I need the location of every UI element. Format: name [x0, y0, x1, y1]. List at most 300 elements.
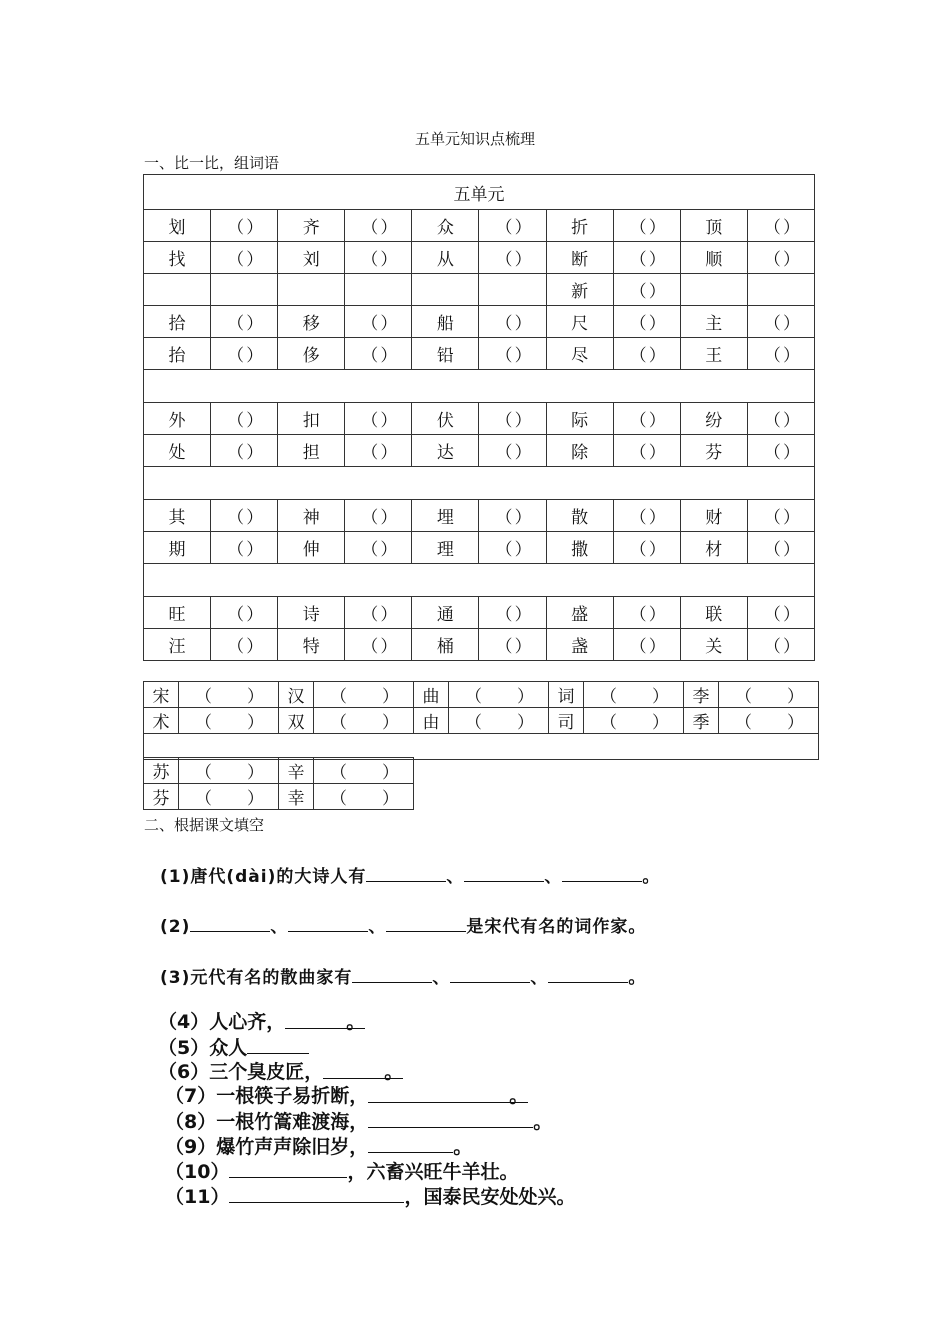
paren-open: （	[495, 218, 513, 238]
paren-close: ）	[247, 763, 264, 783]
paren-open: （	[227, 637, 245, 657]
answer-blank[interactable]	[211, 210, 278, 242]
paren-close: ）	[783, 346, 800, 366]
char-cell: 期	[144, 532, 211, 564]
answer-blank[interactable]	[211, 597, 278, 629]
paren-close: ）	[648, 443, 666, 463]
char-cell: 旺	[144, 597, 211, 629]
answer-blank[interactable]	[747, 210, 814, 242]
paren-open: （	[195, 687, 212, 707]
paren-close: ）	[783, 314, 800, 334]
paren-close: ）	[652, 713, 669, 733]
paren-close: ）	[648, 314, 666, 334]
paren-close: ）	[783, 605, 800, 625]
paren-open: （	[735, 713, 752, 733]
char-cell: 顶	[680, 210, 747, 242]
answer-blank[interactable]	[584, 708, 684, 734]
paren-open: （	[227, 443, 245, 463]
paren-open: （	[465, 687, 482, 707]
paren-open: （	[227, 346, 245, 366]
paren-close: ）	[380, 346, 398, 366]
char-cell: 联	[680, 597, 747, 629]
char-cell: 纷	[680, 403, 747, 435]
paren-close: ）	[514, 314, 532, 334]
blank[interactable]	[368, 1134, 453, 1153]
paren-open: （	[195, 713, 212, 733]
paren-open: （	[227, 411, 245, 431]
answer-blank[interactable]	[345, 435, 412, 467]
paren-close: ）	[648, 411, 666, 431]
char-cell: 苏	[144, 758, 179, 784]
char-cell: 汪	[144, 629, 211, 661]
paren-close: ）	[517, 713, 534, 733]
answer-blank	[345, 274, 412, 306]
answer-blank[interactable]	[584, 682, 684, 708]
paren-open: （	[495, 443, 513, 463]
paren-close: ）	[380, 411, 398, 431]
paren-open: （	[361, 218, 379, 238]
answer-blank[interactable]	[479, 210, 546, 242]
char-cell: 众	[412, 210, 479, 242]
paren-open: （	[763, 540, 781, 560]
blank[interactable]	[366, 863, 446, 882]
paren-close: ）	[648, 605, 666, 625]
paren-close: ）	[787, 687, 804, 707]
paren-open: （	[361, 540, 379, 560]
question-1: (1)唐代(dài)的大诗人有 、 、 。	[160, 862, 660, 887]
answer-blank[interactable]	[345, 338, 412, 370]
char-cell: 折	[546, 210, 613, 242]
paren-close: ）	[514, 411, 532, 431]
question-3: (3)元代有名的散曲家有 、 、 。	[160, 963, 646, 988]
blank[interactable]	[464, 863, 544, 882]
answer-blank[interactable]	[747, 435, 814, 467]
answer-blank[interactable]	[479, 435, 546, 467]
char-cell: 术	[144, 708, 179, 734]
paren-open: （	[227, 218, 245, 238]
answer-blank[interactable]	[211, 435, 278, 467]
blank[interactable]	[450, 964, 530, 983]
answer-blank[interactable]	[449, 708, 549, 734]
paren-close: ）	[648, 637, 666, 657]
answer-blank[interactable]	[747, 403, 814, 435]
paren-open: （	[600, 687, 617, 707]
paren-close: ）	[514, 250, 532, 270]
char-cell: 达	[412, 435, 479, 467]
word-table-third	[143, 757, 414, 810]
char-cell: 汉	[279, 682, 314, 708]
blank[interactable]: 。	[285, 1010, 365, 1029]
char-cell: 顺	[680, 242, 747, 274]
char-cell: 特	[278, 629, 345, 661]
answer-blank[interactable]	[179, 708, 279, 734]
answer-blank[interactable]	[314, 682, 414, 708]
paren-close: ）	[246, 508, 264, 528]
paren-open: （	[763, 443, 781, 463]
paren-open: （	[629, 346, 647, 366]
section-2-heading: 二、根据课文填空	[144, 816, 265, 834]
answer-blank	[747, 274, 814, 306]
paren-close: ）	[783, 250, 800, 270]
char-cell: 季	[684, 708, 719, 734]
answer-blank[interactable]	[747, 500, 814, 532]
answer-blank[interactable]	[613, 629, 680, 661]
char-cell: 芬	[680, 435, 747, 467]
blank[interactable]	[229, 1159, 347, 1178]
question-2: (2) 、 、 是宋代有名的词作家。	[160, 912, 646, 937]
answer-blank[interactable]	[613, 435, 680, 467]
paren-close: ）	[247, 687, 264, 707]
paren-open: （	[195, 763, 212, 783]
paren-close: ）	[246, 637, 264, 657]
paren-close: ）	[783, 540, 800, 560]
char-cell: 齐	[278, 210, 345, 242]
char-cell: 伏	[412, 403, 479, 435]
paren-open: （	[495, 250, 513, 270]
blank[interactable]: 。	[368, 1084, 528, 1103]
paren-close: ）	[380, 250, 398, 270]
paren-open: （	[361, 443, 379, 463]
char-cell: 盏	[546, 629, 613, 661]
paren-close: ）	[246, 218, 264, 238]
paren-close: ）	[246, 443, 264, 463]
answer-blank[interactable]	[211, 629, 278, 661]
char-cell: 伸	[278, 532, 345, 564]
answer-blank[interactable]	[613, 338, 680, 370]
char-cell: 移	[278, 306, 345, 338]
answer-blank[interactable]	[211, 500, 278, 532]
answer-blank[interactable]	[613, 306, 680, 338]
paren-close: ）	[648, 346, 666, 366]
answer-blank[interactable]	[479, 532, 546, 564]
paren-open: （	[330, 789, 347, 809]
paren-close: ）	[382, 687, 399, 707]
blank[interactable]	[352, 964, 432, 983]
paren-open: （	[629, 314, 647, 334]
table-header: 五单元	[144, 175, 815, 210]
answer-blank[interactable]	[345, 210, 412, 242]
answer-blank[interactable]	[479, 500, 546, 532]
blank[interactable]	[247, 1035, 309, 1054]
answer-blank[interactable]	[719, 708, 819, 734]
paren-close: ）	[787, 713, 804, 733]
answer-blank[interactable]	[314, 758, 414, 784]
fill-5: （5）众人	[158, 1035, 309, 1060]
char-cell: 关	[680, 629, 747, 661]
blank[interactable]	[229, 1184, 404, 1203]
answer-blank[interactable]	[719, 682, 819, 708]
paren-close: ）	[514, 637, 532, 657]
paren-open: （	[227, 314, 245, 334]
separator-row	[144, 370, 815, 403]
char-cell: 刘	[278, 242, 345, 274]
fill-10: （10） ，六畜兴旺牛羊壮。	[165, 1161, 519, 1183]
answer-blank[interactable]	[613, 242, 680, 274]
answer-blank[interactable]	[613, 532, 680, 564]
paren-open: （	[629, 411, 647, 431]
answer-blank[interactable]	[314, 708, 414, 734]
paren-close: ）	[648, 250, 666, 270]
char-cell: 宋	[144, 682, 179, 708]
paren-close: ）	[652, 687, 669, 707]
paren-open: （	[330, 763, 347, 783]
paren-open: （	[227, 605, 245, 625]
paren-open: （	[361, 508, 379, 528]
fill-4: （4）人心齐， 。	[158, 1011, 366, 1033]
paren-open: （	[495, 314, 513, 334]
paren-close: ）	[783, 637, 800, 657]
answer-blank[interactable]	[345, 500, 412, 532]
paren-open: （	[361, 605, 379, 625]
char-cell	[144, 274, 211, 306]
paren-close: ）	[648, 540, 666, 560]
fill-9: （9）爆竹声声除旧岁， 。	[165, 1136, 473, 1158]
paren-open: （	[330, 687, 347, 707]
paren-open: （	[600, 713, 617, 733]
paren-open: （	[629, 605, 647, 625]
paren-close: ）	[382, 789, 399, 809]
blank[interactable]	[190, 913, 270, 932]
answer-blank[interactable]	[179, 682, 279, 708]
paren-close: ）	[648, 218, 666, 238]
char-cell: 撒	[546, 532, 613, 564]
char-cell: 通	[412, 597, 479, 629]
paren-open: （	[735, 687, 752, 707]
paren-close: ）	[246, 250, 264, 270]
answer-blank[interactable]	[479, 306, 546, 338]
answer-blank[interactable]	[211, 242, 278, 274]
page-title: 五单元知识点梳理	[414, 130, 535, 148]
char-cell: 幸	[279, 784, 314, 810]
char-cell: 扣	[278, 403, 345, 435]
answer-blank[interactable]	[479, 597, 546, 629]
answer-blank[interactable]	[613, 500, 680, 532]
separator-row	[144, 564, 815, 597]
answer-blank[interactable]	[747, 532, 814, 564]
paren-open: （	[195, 789, 212, 809]
char-cell: 李	[684, 682, 719, 708]
char-cell	[412, 274, 479, 306]
char-cell: 际	[546, 403, 613, 435]
char-cell: 外	[144, 403, 211, 435]
char-cell: 盛	[546, 597, 613, 629]
paren-close: ）	[380, 314, 398, 334]
paren-open: （	[763, 411, 781, 431]
answer-blank[interactable]	[211, 532, 278, 564]
char-cell: 其	[144, 500, 211, 532]
char-cell: 担	[278, 435, 345, 467]
answer-blank[interactable]	[345, 629, 412, 661]
paren-open: （	[763, 250, 781, 270]
paren-close: ）	[380, 443, 398, 463]
answer-blank[interactable]	[345, 306, 412, 338]
answer-blank[interactable]	[211, 306, 278, 338]
blank[interactable]	[288, 913, 368, 932]
paren-open: （	[495, 637, 513, 657]
char-cell: 王	[680, 338, 747, 370]
char-cell: 司	[549, 708, 584, 734]
answer-blank[interactable]	[747, 597, 814, 629]
paren-close: ）	[246, 411, 264, 431]
char-cell: 理	[412, 532, 479, 564]
char-cell	[278, 274, 345, 306]
paren-close: ）	[246, 346, 264, 366]
answer-blank	[211, 274, 278, 306]
paren-open: （	[495, 540, 513, 560]
paren-close: ）	[246, 540, 264, 560]
answer-blank[interactable]	[345, 242, 412, 274]
answer-blank[interactable]	[613, 274, 680, 306]
fill-7: （7）一根筷子易折断， 。	[165, 1085, 529, 1107]
char-cell: 尽	[546, 338, 613, 370]
char-cell: 芬	[144, 784, 179, 810]
char-cell: 曲	[414, 682, 449, 708]
paren-open: （	[763, 508, 781, 528]
paren-close: ）	[648, 508, 666, 528]
paren-close: ）	[783, 218, 800, 238]
blank[interactable]: 。	[323, 1060, 403, 1079]
answer-blank[interactable]	[211, 403, 278, 435]
answer-blank[interactable]	[179, 758, 279, 784]
paren-close: ）	[648, 282, 666, 302]
paren-open: （	[629, 282, 647, 302]
paren-close: ）	[382, 763, 399, 783]
char-cell: 找	[144, 242, 211, 274]
paren-open: （	[763, 218, 781, 238]
paren-open: （	[763, 637, 781, 657]
char-cell	[680, 274, 747, 306]
answer-blank[interactable]	[345, 532, 412, 564]
answer-blank[interactable]	[345, 597, 412, 629]
paren-open: （	[361, 314, 379, 334]
char-cell: 诗	[278, 597, 345, 629]
answer-blank[interactable]	[613, 210, 680, 242]
fill-11: （11） ，国泰民安处处兴。	[165, 1186, 576, 1208]
answer-blank[interactable]	[747, 242, 814, 274]
paren-close: ）	[380, 540, 398, 560]
fill-6: （6）三个臭皮匠， 。	[158, 1061, 404, 1083]
answer-blank[interactable]	[613, 597, 680, 629]
paren-close: ）	[380, 508, 398, 528]
char-cell: 由	[414, 708, 449, 734]
char-cell: 从	[412, 242, 479, 274]
paren-open: （	[465, 713, 482, 733]
paren-close: ）	[382, 713, 399, 733]
paren-open: （	[361, 250, 379, 270]
char-cell: 侈	[278, 338, 345, 370]
char-cell: 辛	[279, 758, 314, 784]
paren-open: （	[629, 218, 647, 238]
separator-row	[144, 467, 815, 500]
paren-close: ）	[380, 637, 398, 657]
char-cell: 船	[412, 306, 479, 338]
answer-blank[interactable]	[211, 338, 278, 370]
char-cell: 词	[549, 682, 584, 708]
paren-open: （	[495, 508, 513, 528]
paren-close: ）	[514, 346, 532, 366]
paren-close: ）	[514, 508, 532, 528]
paren-close: ）	[783, 443, 800, 463]
paren-close: ）	[517, 687, 534, 707]
answer-blank[interactable]	[747, 629, 814, 661]
paren-open: （	[629, 637, 647, 657]
char-cell: 埋	[412, 500, 479, 532]
char-cell: 神	[278, 500, 345, 532]
char-cell: 铅	[412, 338, 479, 370]
char-cell: 抬	[144, 338, 211, 370]
char-cell: 尺	[546, 306, 613, 338]
paren-open: （	[763, 605, 781, 625]
answer-blank[interactable]	[179, 784, 279, 810]
paren-close: ）	[380, 218, 398, 238]
answer-blank[interactable]	[747, 306, 814, 338]
word-table-main	[143, 174, 815, 661]
char-cell: 划	[144, 210, 211, 242]
char-cell: 断	[546, 242, 613, 274]
char-cell: 财	[680, 500, 747, 532]
paren-close: ）	[514, 605, 532, 625]
paren-close: ）	[783, 508, 800, 528]
blank[interactable]	[368, 1109, 533, 1128]
paren-close: ）	[246, 605, 264, 625]
char-cell: 处	[144, 435, 211, 467]
blank[interactable]	[386, 913, 466, 932]
word-table-second	[143, 681, 819, 760]
paren-open: （	[495, 605, 513, 625]
paren-open: （	[361, 411, 379, 431]
answer-blank[interactable]	[479, 338, 546, 370]
paren-close: ）	[247, 713, 264, 733]
paren-close: ）	[514, 540, 532, 560]
char-cell: 拾	[144, 306, 211, 338]
paren-open: （	[361, 346, 379, 366]
paren-open: （	[227, 508, 245, 528]
answer-blank[interactable]	[479, 403, 546, 435]
section-1-heading: 一、比一比，组词语	[144, 154, 280, 172]
paren-open: （	[495, 411, 513, 431]
char-cell: 新	[546, 274, 613, 306]
char-cell: 双	[279, 708, 314, 734]
char-cell: 桶	[412, 629, 479, 661]
answer-blank[interactable]	[747, 338, 814, 370]
paren-open: （	[629, 540, 647, 560]
char-cell: 主	[680, 306, 747, 338]
blank[interactable]	[562, 863, 642, 882]
paren-close: ）	[247, 789, 264, 809]
answer-blank[interactable]	[314, 784, 414, 810]
paren-open: （	[495, 346, 513, 366]
answer-blank[interactable]	[449, 682, 549, 708]
paren-close: ）	[246, 314, 264, 334]
answer-blank[interactable]	[479, 242, 546, 274]
answer-blank[interactable]	[345, 403, 412, 435]
answer-blank[interactable]	[613, 403, 680, 435]
paren-open: （	[763, 314, 781, 334]
paren-close: ）	[514, 218, 532, 238]
answer-blank[interactable]	[479, 629, 546, 661]
paren-open: （	[330, 713, 347, 733]
blank[interactable]	[548, 964, 628, 983]
separator-row	[144, 734, 819, 760]
fill-8: （8）一根竹篙难渡海， 。	[165, 1111, 553, 1133]
paren-close: ）	[783, 411, 800, 431]
paren-close: ）	[380, 605, 398, 625]
answer-blank	[479, 274, 546, 306]
char-cell: 除	[546, 435, 613, 467]
paren-open: （	[629, 508, 647, 528]
paren-open: （	[629, 250, 647, 270]
paren-open: （	[361, 637, 379, 657]
